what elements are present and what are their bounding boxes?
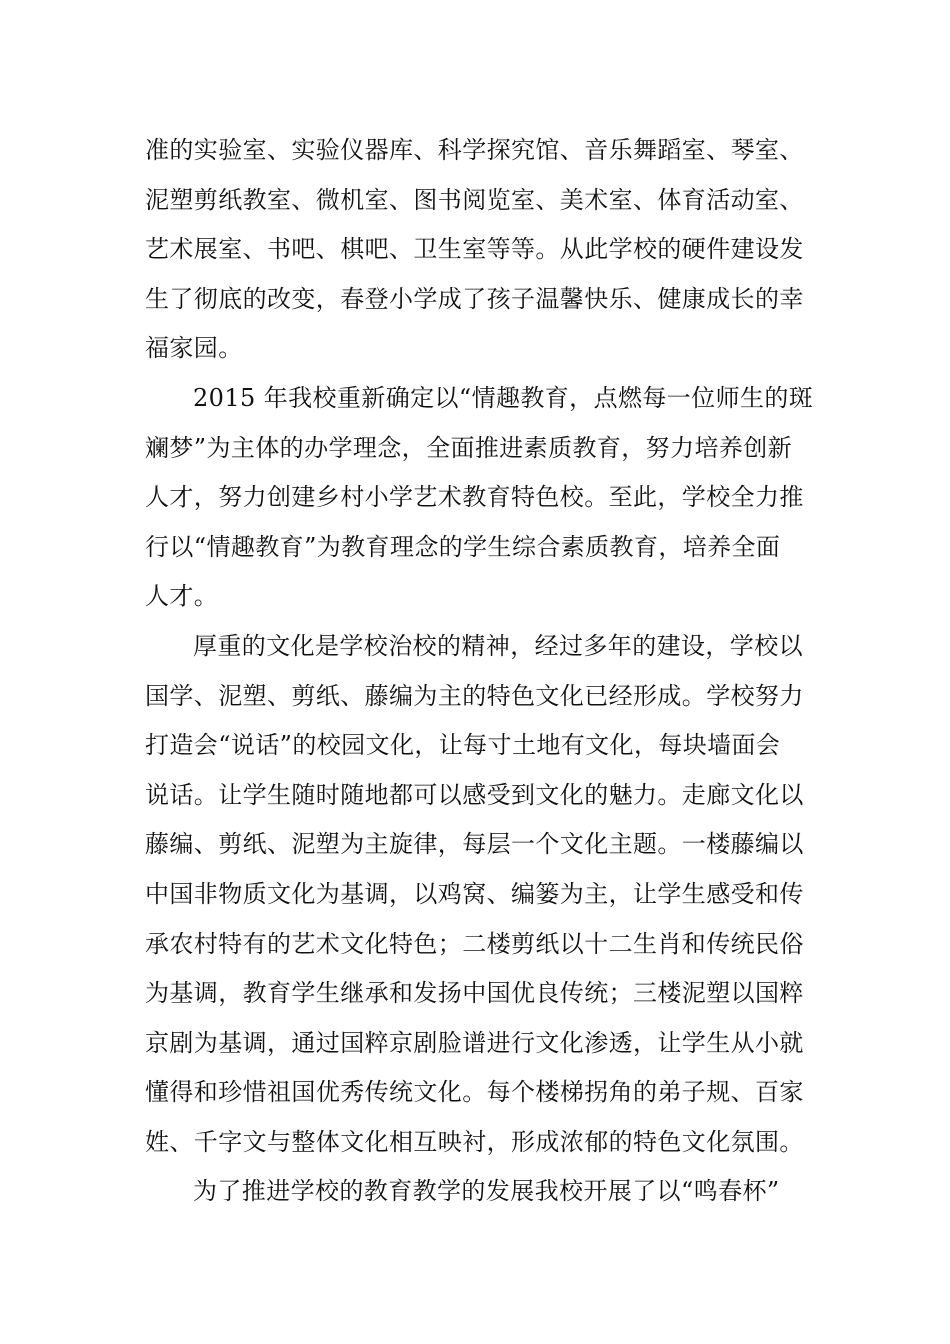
text-line: 泥塑剪纸教室、微机室、图书阅览室、美术室、体育活动室、 [145,185,804,214]
paragraph-development [145,1167,805,1217]
text-line: 生了彻底的改变，春登小学成了孩子温馨快乐、健康成长的幸 [145,284,804,313]
text-line: 承农村特有的艺术文化特色；二楼剪纸以十二生肖和传统民俗 [145,929,804,958]
body-text [145,126,814,1217]
text-line: 人才，努力创建乡村小学艺术教育特色校。至此，学校全力推 [145,483,804,512]
text-line: 2015 年我校重新确定以“情趣教育，点燃每一位师生的斑 [193,383,814,412]
paragraph-philosophy [145,374,814,622]
text-line: 说话。让学生随时随地都可以感受到文化的魅力。走廊文化以 [145,780,804,809]
text-line: 为了推进学校的教育教学的发展我校开展了以“鸣春杯” [193,1177,780,1206]
paragraph-culture [145,622,805,1168]
text-line: 厚重的文化是学校治校的精神，经过多年的建设，学校以 [193,631,803,660]
text-line: 为基调，教育学生继承和发扬中国优良传统；三楼泥塑以国粹 [145,979,804,1008]
text-line: 中国非物质文化为基调，以鸡窝、编篓为主，让学生感受和传 [145,879,804,908]
text-line: 行以“情趣教育”为教育理念的学生综合素质教育，培养全面 [145,532,781,561]
text-line: 准的实验室、实验仪器库、科学探究馆、音乐舞蹈室、琴室、 [145,136,804,164]
text-line: 藤编、剪纸、泥塑为主旋律，每层一个文化主题。一楼藤编以 [145,830,804,859]
text-line: 懂得和珍惜祖国优秀传统文化。每个楼梯拐角的弟子规、百家 [145,1078,804,1107]
text-line: 京剧为基调，通过国粹京剧脸谱进行文化渗透，让学生从小就 [145,1028,804,1057]
text-line: 国学、泥塑、剪纸、藤编为主的特色文化已经形成。学校努力 [145,681,804,710]
text-line: 福家园。 [145,334,243,363]
text-line: 姓、千字文与整体文化相互映衬，形成浓郁的特色文化氛围。 [145,1127,804,1156]
text-line: 斓梦”为主体的办学理念，全面推进素质教育，努力培养创新 [145,433,793,462]
paragraph-facilities [145,126,805,374]
text-line: 艺术展室、书吧、棋吧、卫生室等等。从此学校的硬件建设发 [145,235,804,264]
text-line: 打造会“说话”的校园文化，让每寸土地有文化，每块墙面会 [145,731,781,760]
text-line: 人才。 [145,582,219,611]
